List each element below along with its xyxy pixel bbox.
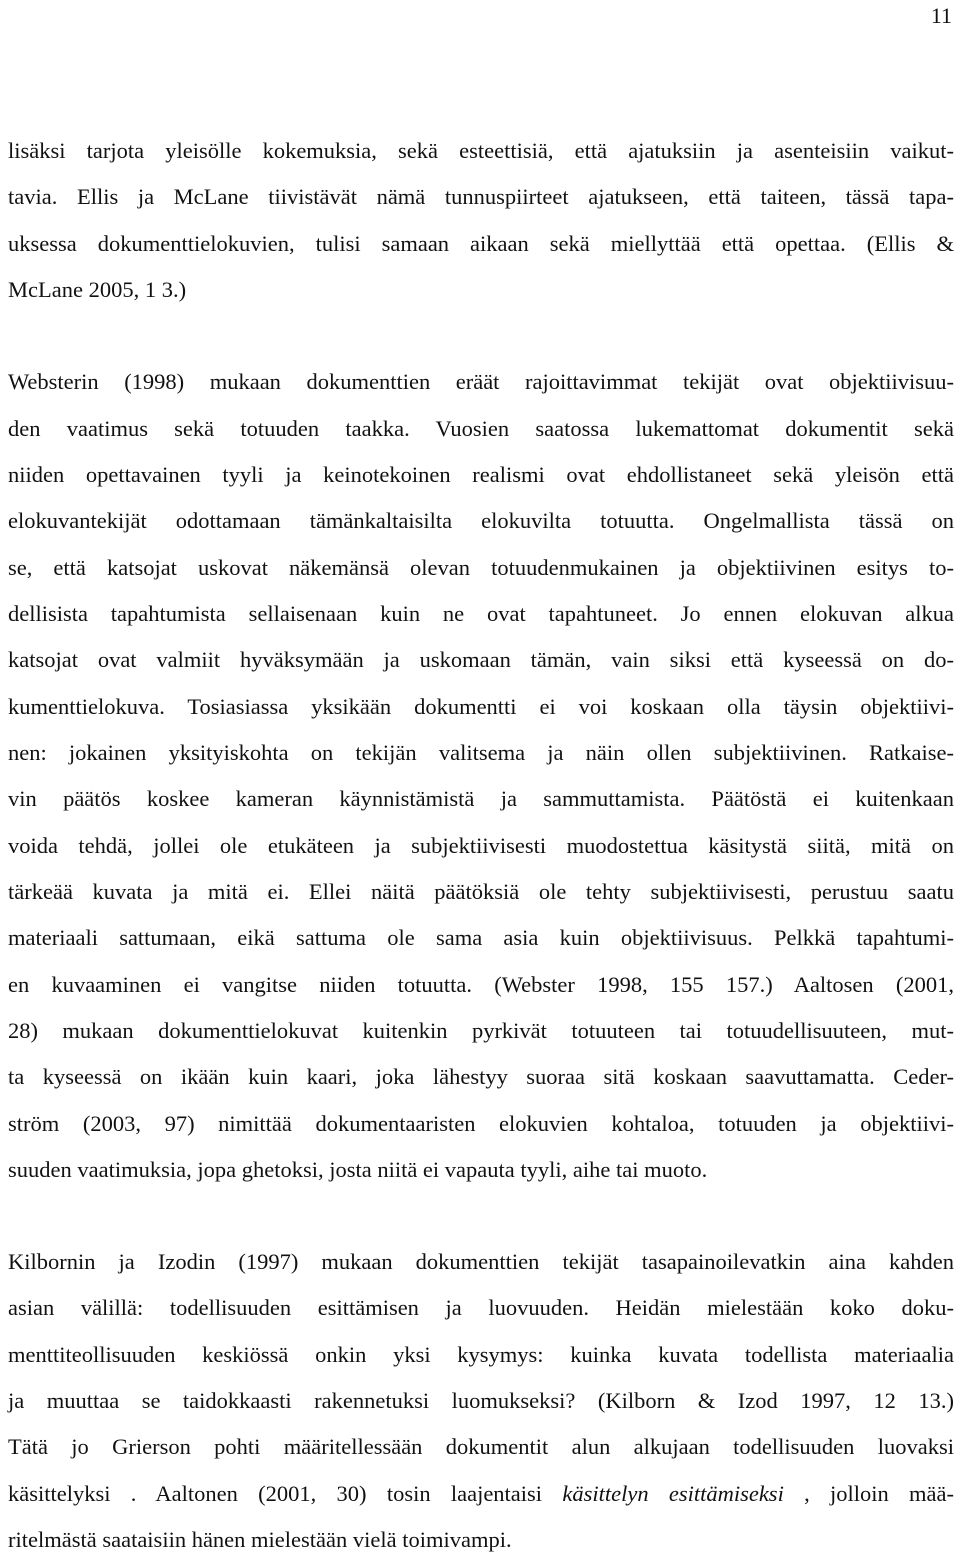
- text-line: den vaatimus sekä totuuden taakka. Vuosien saatossa lukemattomat dokumentit sekä: [8, 416, 954, 441]
- text-line: uksessa dokumenttielokuvien, tulisi samaan aikaan sekä miellyttää että opettaa. (Ellis &: [8, 231, 954, 256]
- text-line: Tätä jo Grierson pohti määritellessään dokumentit alun alkujaan todellisuuden luovaksi: [8, 1434, 954, 1459]
- text-line: niiden opettavainen tyyli ja keinotekoinen realismi ovat ehdollistaneet sekä yleisön että: [8, 462, 954, 487]
- page-number: 11: [930, 3, 952, 28]
- text-line: elokuvantekijät odottamaan tämänkaltaisilta elokuvilta totuutta. Ongelmallista tässä on: [8, 508, 954, 533]
- text-line: materiaali sattumaan, eikä sattuma ole sama asia kuin objektiivisuus. Pelkkä tapahtumi-: [8, 925, 954, 950]
- text-line: [8, 1479, 954, 1509]
- text-line: asian välillä: todellisuuden esittämisen ja luovuuden. Heidän mielestään koko doku-: [8, 1295, 954, 1320]
- text-line: se, että katsojat uskovat näkemänsä olevan totuudenmukainen ja objektiivinen esitys to-: [8, 555, 954, 580]
- text-line: tavia. Ellis ja McLane tiivistävät nämä tunnuspiirteet ajatukseen, että taiteen, tässä tapa-: [8, 184, 954, 209]
- text-line: vin päätös koskee kameran käynnistämistä ja sammuttamista. Päätöstä ei kuitenkaan: [8, 786, 954, 811]
- text-line: Websterin (1998) mukaan dokumenttien eräät rajoittavimmat tekijät ovat objektiivisuu-: [8, 369, 954, 394]
- text-line: ta kyseessä on ikään kuin kaari, joka lähestyy suoraa sitä koskaan saavuttamatta. Ceder-: [8, 1064, 954, 1089]
- text-line: nen: jokainen yksityiskohta on tekijän valitsema ja näin ollen subjektiivinen. Ratkaise-: [8, 740, 954, 765]
- text-line: ja muuttaa se taidokkaasti rakennetuksi luomukseksi? (Kilborn & Izod 1997, 12 13.): [8, 1388, 954, 1413]
- text-line: tärkeää kuvata ja mitä ei. Ellei näitä päätöksiä ole tehty subjektiivisesti, perustuu saatu: [8, 879, 954, 904]
- text-line: 28) mukaan dokumenttielokuvat kuitenkin pyrkivät totuuteen tai totuudellisuuteen, mut-: [8, 1018, 954, 1043]
- text-line: Kilbornin ja Izodin (1997) mukaan dokumenttien tekijät tasapainoilevatkin aina kahden: [8, 1249, 954, 1274]
- text-segment: käsittelyksi . Aaltonen (2001, 30) tosin laajentaisi: [8, 1481, 543, 1506]
- text-line: voida tehdä, jollei ole etukäteen ja subjektiivisesti muodostettua käsitystä siitä, mitä on: [8, 833, 954, 858]
- text-line: dellisista tapahtumista sellaisenaan kuin ne ovat tapahtuneet. Jo ennen elokuvan alkua: [8, 601, 954, 626]
- text-line: en kuvaaminen ei vangitse niiden totuutta. (Webster 1998, 155 157.) Aaltosen (2001,: [8, 972, 954, 997]
- text-line: kumenttielokuva. Tosiasiassa yksikään dokumentti ei voi koskaan olla täysin objektiivi-: [8, 694, 954, 719]
- text-line: suuden vaatimuksia, jopa ghetoksi, josta niitä ei vapauta tyyli, aihe tai muoto.: [8, 1157, 708, 1182]
- text-line: ström (2003, 97) nimittää dokumentaaristen elokuvien kohtaloa, totuuden ja objektiivi-: [8, 1111, 954, 1136]
- italic-term: käsittelyn esittämiseksi: [562, 1481, 784, 1506]
- text-line: ritelmästä saataisiin hänen mielestään vielä toimivampi.: [8, 1527, 512, 1552]
- text-line: McLane 2005, 1 3.): [8, 277, 187, 302]
- text-line: lisäksi tarjota yleisölle kokemuksia, sekä esteettisiä, että ajatuksiin ja asenteisiin vaikut-: [8, 138, 954, 163]
- text-segment: , jolloin mää-: [804, 1481, 954, 1506]
- text-line: menttiteollisuuden keskiössä onkin yksi kysymys: kuinka kuvata todellista materiaalia: [8, 1342, 954, 1367]
- text-line: katsojat ovat valmiit hyväksymään ja uskomaan tämän, vain siksi että kyseessä on do-: [8, 647, 954, 672]
